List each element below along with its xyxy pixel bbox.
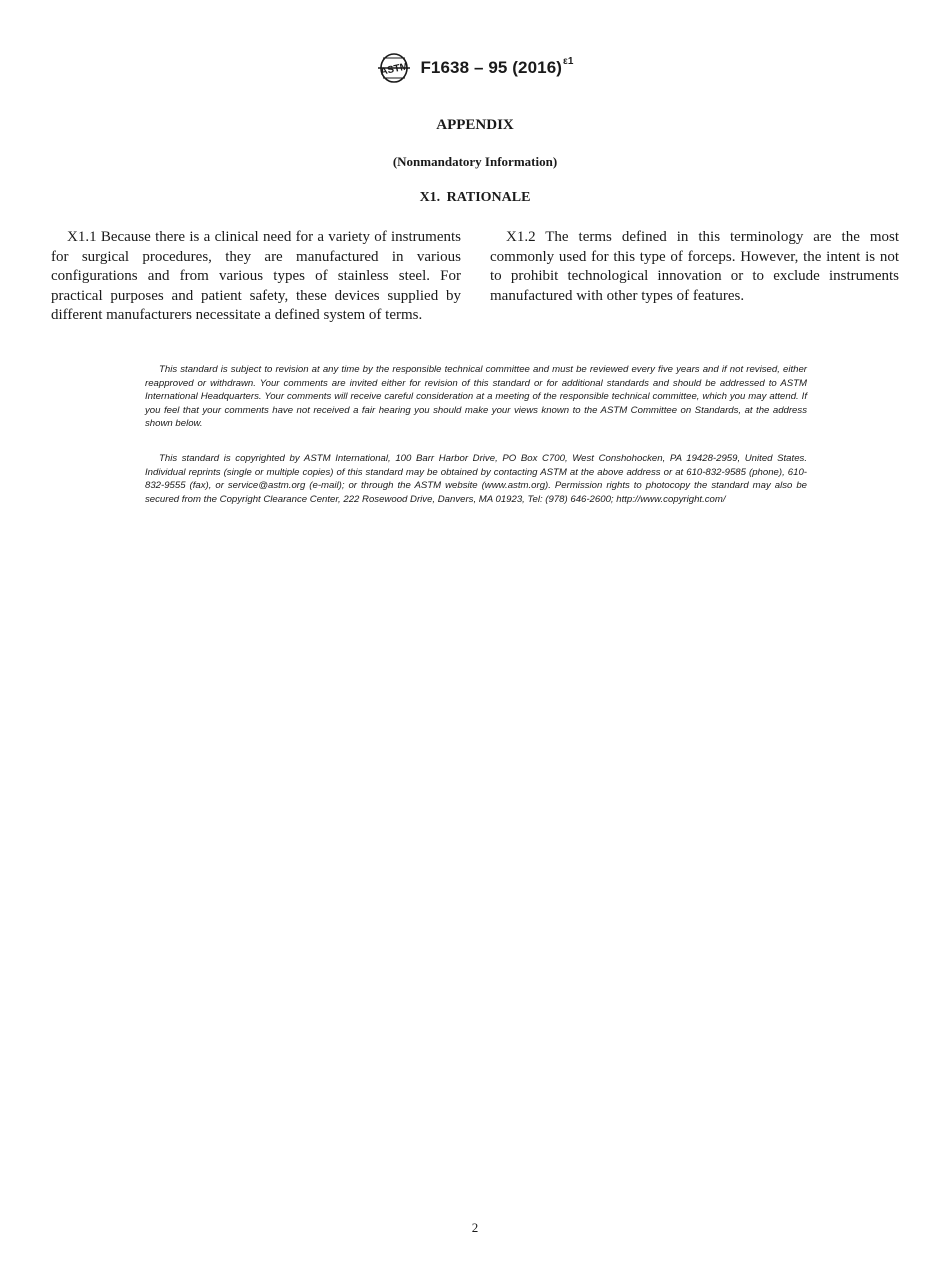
page-number: 2 [471, 1220, 479, 1235]
revision-notice: This standard is subject to revision at any time by the responsible technical committee and must be reviewed every five years and if not revised, either reapproved or withdrawn. Your comments are invited either for revision of this standard or for additional standards and should be addressed to ASTM International Headquarters. Your comments will receive careful consideration at a meeting of the responsible technical committee, which you may attend. If you feel that your comments have not received a fair hearing you should make your views known to the ASTM Committee on Standards, at the address shown below. [145, 364, 807, 430]
designation-number: F1638 – 95 (2016) [420, 58, 563, 77]
logo-lettering: ASTM [379, 61, 410, 78]
standard-designation [420, 58, 573, 78]
appendix-subtitle: (Nonmandatory Information) [392, 154, 558, 169]
appendix-title: APPENDIX [436, 117, 514, 133]
section-title: X1. RATIONALE [419, 190, 531, 205]
paragraph-x1-2: X1.2 The terms defined in this terminology are the most commonly used for this type of forceps. However, the intent is not to prohibit technological innovation or to exclude instruments manufactured with other types of features. [490, 229, 899, 304]
astm-logo-icon [376, 52, 412, 84]
document-header [0, 52, 950, 84]
right-column [490, 228, 899, 306]
left-column [51, 228, 461, 326]
copyright-notice: This standard is copyrighted by ASTM International, 100 Barr Harbor Drive, PO Box C700, West Conshohocken, PA 19428-2959, United States. Individual reprints (single or multiple copies) of this standard may be obtained by contacting ASTM at the above address or at 610-832-9585 (phone), 610-832-9555 (fax), or service@astm.org (e-mail); or through the ASTM website (www.astm.org). Permission rights to photocopy the standard may also be secured from the Copyright Clearance Center, 222 Rosewood Drive, Danvers, MA 01923, Tel: (978) 646-2600; http://www.copyright.com/ [145, 453, 807, 505]
designation-epsilon: ε1 [563, 56, 574, 68]
paragraph-x1-1: X1.1 Because there is a clinical need for a variety of instruments for surgical procedures, they are manufactured in various configurations and from various types of stainless steel. For practical purposes and patient safety, these devices supplied by different manufacturers necessitate a defined system of terms. [51, 229, 461, 323]
